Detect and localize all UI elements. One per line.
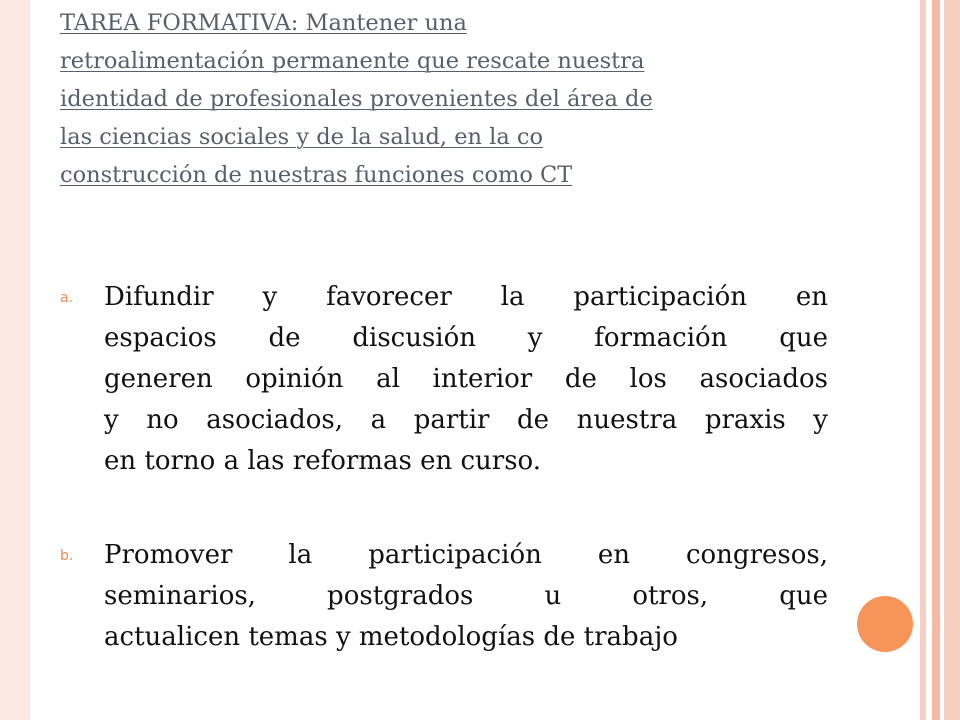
slide-title xyxy=(60,4,830,194)
stripe xyxy=(944,0,960,720)
list-item xyxy=(60,535,828,658)
title-line: las ciencias sociales y de la salud, en la co xyxy=(60,124,544,150)
list-item xyxy=(60,277,828,482)
text-line: seminarios, postgrados u otros, que xyxy=(104,581,828,611)
text-line: Promover la participación en congresos, xyxy=(104,540,828,570)
text-line: espacios de discusión y formación que xyxy=(104,323,828,353)
text-line: en torno a las reformas en curso. xyxy=(104,446,541,476)
right-decorative-stripes xyxy=(920,0,960,720)
text-line: generen opinión al interior de los asociados xyxy=(104,364,828,394)
title-line: construcción de nuestras funciones como CT xyxy=(60,162,573,188)
bullet-list xyxy=(60,277,828,658)
title-line: TAREA FORMATIVA: Mantener una xyxy=(60,10,467,36)
stripe xyxy=(932,0,940,720)
text-line: Difundir y favorecer la participación en xyxy=(104,282,828,312)
list-item-text xyxy=(104,277,828,482)
list-item-text xyxy=(104,535,828,658)
orange-circle-decoration xyxy=(857,596,913,652)
title-line: identidad de profesionales provenientes del área de xyxy=(60,86,653,112)
list-marker: b. xyxy=(60,548,74,564)
left-margin-band xyxy=(0,0,30,720)
title-line: retroalimentación permanente que rescate nuestra xyxy=(60,48,645,74)
text-line: actualicen temas y metodologías de trabajo xyxy=(104,622,678,652)
text-line: y no asociados, a partir de nuestra praxis y xyxy=(104,405,828,435)
list-marker: a. xyxy=(60,290,74,306)
